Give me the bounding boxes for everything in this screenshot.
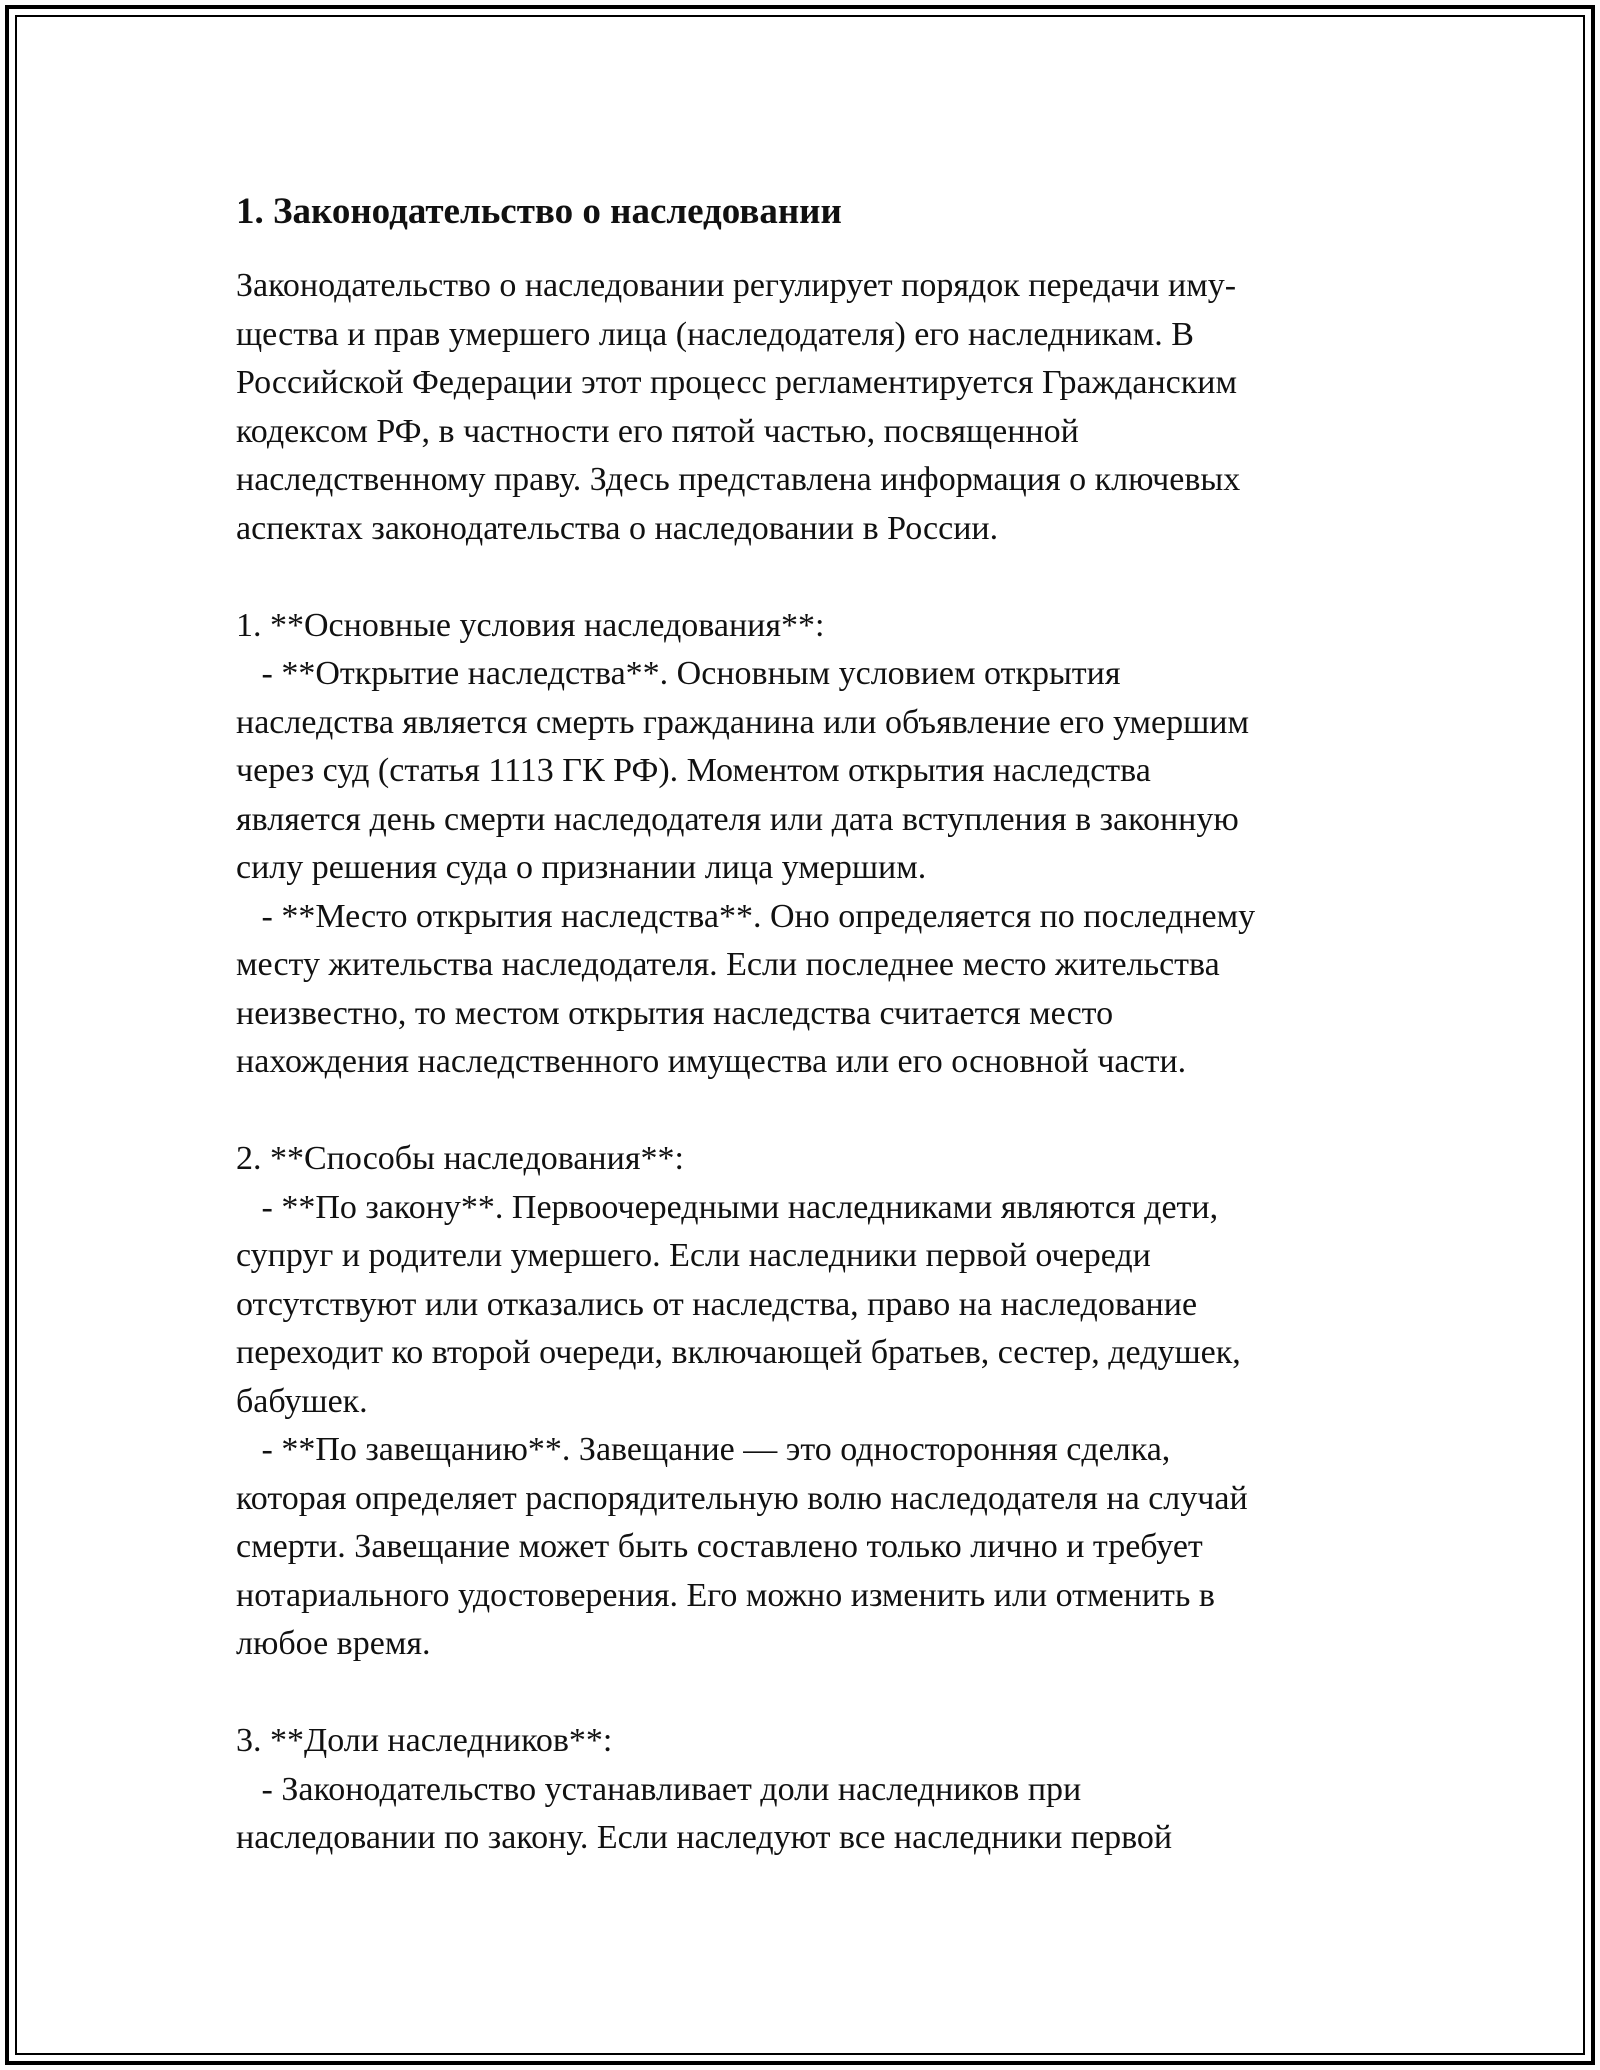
text-line: Российской Федерации этот процесс регламентируется Гражданским bbox=[236, 364, 1237, 401]
text-line: кодексом РФ, в частности его пятой частью, посвященной bbox=[236, 412, 1079, 450]
text-line: нотариального удостоверения. Его можно изменить или отменить в bbox=[236, 1576, 1215, 1614]
section-heading: 2. **Способы наследования**: bbox=[236, 1140, 684, 1177]
section-inheritance-methods bbox=[236, 1135, 1366, 1669]
text-line: которая определяет распорядительную волю наследодателя на случай bbox=[236, 1479, 1248, 1517]
text-line: смерти. Завещание может быть составлено только лично и требует bbox=[236, 1528, 1203, 1565]
paragraph-spacer bbox=[236, 1087, 1366, 1136]
text-line: переходит ко второй очереди, включающей братьев, сестер, дедушек, bbox=[236, 1334, 1241, 1371]
document-title: 1. Законодательство о наследовании bbox=[236, 191, 842, 232]
text-line: щества и прав умершего лица (наследодателя) его наследникам. В bbox=[236, 315, 1194, 353]
text-line: наследства является смерть гражданина или объявление его умершим bbox=[236, 703, 1249, 741]
section-heir-shares bbox=[236, 1717, 1366, 1863]
text-line: - Законодательство устанавливает доли наследников при bbox=[236, 1770, 1082, 1808]
text-line: является день смерти наследодателя или дата вступления в законную bbox=[236, 800, 1239, 838]
text-line: - **Место открытия наследства**. Оно определяется по последнему bbox=[236, 897, 1256, 935]
text-line: - **По завещанию**. Завещание — это односторонняя сделка, bbox=[236, 1431, 1171, 1468]
section-basic-conditions bbox=[236, 602, 1366, 1087]
text-line: аспектах законодательства о наследовании в России. bbox=[236, 509, 999, 547]
paragraph-spacer bbox=[236, 553, 1366, 602]
section-heading: 3. **Доли наследников**: bbox=[236, 1722, 613, 1759]
text-line: супруг и родители умершего. Если наследники первой очереди bbox=[236, 1237, 1151, 1274]
text-line: бабушек. bbox=[236, 1382, 368, 1420]
section-heading: 1. **Основные условия наследования**: bbox=[236, 606, 825, 644]
text-line: нахождения наследственного имущества или его основной части. bbox=[236, 1043, 1187, 1080]
paragraph-spacer bbox=[236, 1669, 1366, 1718]
intro-paragraph bbox=[236, 262, 1366, 553]
text-line: наследовании по закону. Если наследуют все наследники первой bbox=[236, 1819, 1173, 1856]
document-body bbox=[236, 188, 1366, 1863]
text-line: - **По закону**. Первоочередными наследниками являются дети, bbox=[236, 1188, 1219, 1226]
text-line: наследственному праву. Здесь представлена информация о ключевых bbox=[236, 461, 1241, 498]
text-line: отсутствуют или отказались от наследства, право на наследование bbox=[236, 1285, 1198, 1323]
text-line: месту жительства наследодателя. Если последнее место жительства bbox=[236, 946, 1220, 983]
text-line: любое время. bbox=[236, 1625, 431, 1662]
text-line: через суд (статья 1113 ГК РФ). Моментом открытия наследства bbox=[236, 752, 1151, 789]
text-line: неизвестно, то местом открытия наследства считается место bbox=[236, 994, 1114, 1032]
text-line: - **Открытие наследства**. Основным условием открытия bbox=[236, 655, 1121, 692]
text-line: Законодательство о наследовании регулирует порядок передачи иму- bbox=[236, 267, 1237, 304]
text-line: силу решения суда о признании лица умершим. bbox=[236, 849, 927, 886]
